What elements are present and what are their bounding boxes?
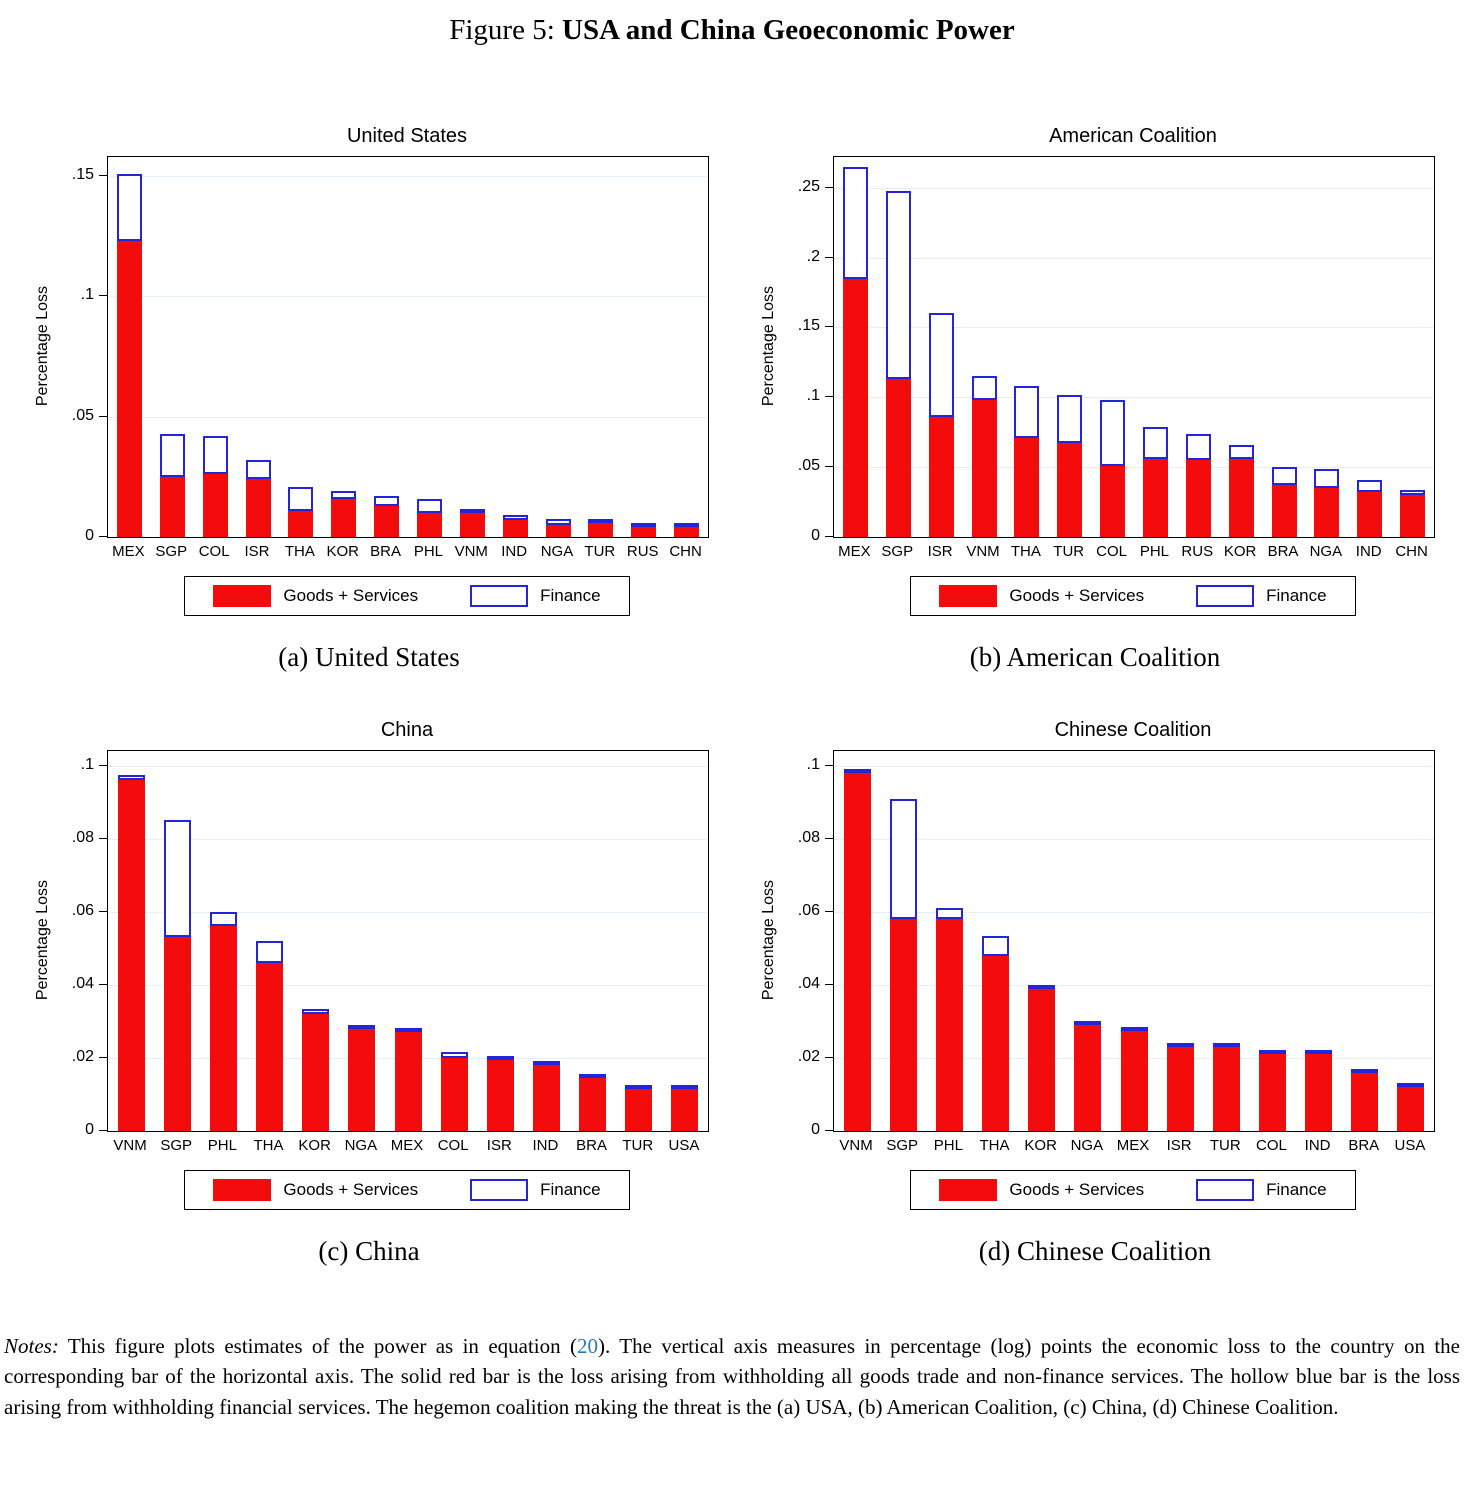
bar-goods-sgp xyxy=(164,937,191,1131)
plot-wrap xyxy=(31,750,709,1158)
x-axis-labels xyxy=(833,1132,1433,1158)
y-tick-label: .25 xyxy=(797,177,820,195)
x-tick-label-isr: ISR xyxy=(1166,1137,1192,1154)
bar-goods-tha xyxy=(288,511,313,537)
bar-finance-nga xyxy=(546,519,571,525)
plot-stack xyxy=(833,156,1435,564)
legend-goods-label: Goods + Services xyxy=(1009,586,1145,605)
x-tick-label-sgp: SGP xyxy=(881,543,914,560)
gridline xyxy=(834,258,1434,259)
x-tick-label-rus: RUS xyxy=(1181,543,1214,560)
x-tick-label-phl: PHL xyxy=(933,1137,963,1154)
x-tick-label-kor: KOR xyxy=(326,543,359,560)
plot-wrap xyxy=(757,156,1435,564)
plot-wrap xyxy=(757,750,1435,1158)
bar-finance-tha xyxy=(982,936,1009,956)
bar-finance-vnm xyxy=(118,775,145,780)
x-tick-label-nga: NGA xyxy=(1070,1137,1104,1154)
y-tick-label: .02 xyxy=(71,1047,94,1065)
bar-finance-tha xyxy=(288,487,313,511)
x-tick-label-usa: USA xyxy=(1394,1137,1426,1154)
bar-goods-col xyxy=(1100,466,1125,537)
y-axis xyxy=(781,750,833,1138)
y-tick xyxy=(825,187,833,188)
bar-goods-phl xyxy=(210,926,237,1131)
legend-finance-swatch xyxy=(1196,585,1254,607)
plot-wrap xyxy=(31,156,709,564)
bar-finance-tur xyxy=(588,519,613,523)
y-tick-label: .04 xyxy=(797,974,820,992)
x-tick-label-phl: PHL xyxy=(207,1137,237,1154)
bar-finance-tha xyxy=(256,941,283,963)
y-axis xyxy=(781,156,833,544)
x-tick-label-col: COL xyxy=(1096,543,1127,560)
bar-finance-tur xyxy=(1213,1043,1240,1047)
x-tick-label-usa: USA xyxy=(668,1137,700,1154)
plot-stack xyxy=(833,750,1435,1158)
bar-goods-kor xyxy=(1229,459,1254,537)
bar-goods-isr xyxy=(1167,1047,1194,1131)
y-tick xyxy=(99,1057,107,1058)
bar-goods-kor xyxy=(302,1014,329,1131)
legend xyxy=(184,1170,629,1210)
bar-finance-rus xyxy=(1186,434,1211,461)
gridline xyxy=(834,985,1434,986)
y-axis-title xyxy=(31,750,55,1130)
y-tick-label: .1 xyxy=(806,387,820,405)
figure-title: USA and China Geoeconomic Power xyxy=(562,14,1015,46)
legend-row xyxy=(757,576,1433,616)
x-tick-label-rus: RUS xyxy=(626,543,659,560)
x-tick-label-tha: THA xyxy=(1010,543,1041,560)
x-tick-label-sgp: SGP xyxy=(160,1137,193,1154)
bar-finance-phl xyxy=(1143,427,1168,459)
panel-united-states xyxy=(31,125,707,673)
y-tick xyxy=(825,911,833,912)
bar-goods-ind xyxy=(1357,492,1382,537)
y-tick xyxy=(825,396,833,397)
legend-finance-label: Finance xyxy=(540,586,601,605)
bar-goods-vnm xyxy=(118,780,145,1131)
x-tick-label-tha: THA xyxy=(284,543,315,560)
x-tick-label-mex: MEX xyxy=(838,543,871,560)
bar-goods-col xyxy=(441,1058,468,1131)
bar-goods-chn xyxy=(674,527,699,537)
y-tick-label: .06 xyxy=(71,901,94,919)
y-tick-label: .08 xyxy=(71,828,94,846)
bar-goods-phl xyxy=(936,919,963,1131)
gridline xyxy=(834,397,1434,398)
bar-goods-vnm xyxy=(972,400,997,537)
bar-finance-col xyxy=(1100,400,1125,466)
x-tick-label-phl: PHL xyxy=(413,543,444,560)
bar-goods-usa xyxy=(1397,1087,1424,1131)
bar-finance-isr xyxy=(487,1056,514,1060)
x-tick-label-nga: NGA xyxy=(540,543,574,560)
legend-goods-swatch xyxy=(939,585,997,607)
bar-goods-isr xyxy=(246,479,271,537)
y-tick-label: .05 xyxy=(797,457,820,475)
y-tick xyxy=(99,838,107,839)
bar-finance-bra xyxy=(374,496,399,506)
gridline xyxy=(108,176,708,177)
y-tick xyxy=(99,416,107,417)
legend xyxy=(910,1170,1355,1210)
y-tick-label: .02 xyxy=(797,1047,820,1065)
bar-goods-vnm xyxy=(844,773,871,1131)
plot-stack xyxy=(107,750,709,1158)
gridline xyxy=(108,985,708,986)
bar-finance-nga xyxy=(348,1025,375,1029)
subcaption-a: (a) United States xyxy=(278,642,460,672)
y-tick-label: 0 xyxy=(811,527,820,544)
x-tick-label-tur: TUR xyxy=(622,1137,654,1154)
bar-goods-kor xyxy=(1028,989,1055,1132)
bar-finance-isr xyxy=(246,460,271,479)
bar-finance-tha xyxy=(1014,386,1039,438)
legend-goods-label: Goods + Services xyxy=(1009,1180,1145,1199)
gridline xyxy=(834,912,1434,913)
y-tick xyxy=(825,838,833,839)
bar-goods-sgp xyxy=(890,919,917,1131)
y-tick-label: 0 xyxy=(811,1121,820,1138)
legend-goods-swatch xyxy=(213,1179,271,1201)
figure-notes xyxy=(0,1331,1464,1422)
plot-area xyxy=(107,750,709,1132)
chart-title: American Coalition xyxy=(1049,125,1217,147)
legend-goods-label: Goods + Services xyxy=(283,1180,419,1199)
y-tick xyxy=(99,175,107,176)
bar-finance-bra xyxy=(579,1074,606,1078)
bar-goods-nga xyxy=(348,1029,375,1131)
x-tick-label-vnm: VNM xyxy=(454,543,488,560)
bar-finance-phl xyxy=(210,912,237,927)
bar-finance-ind xyxy=(503,515,528,520)
legend-finance-swatch xyxy=(1196,1179,1254,1201)
y-axis-title-text: Percentage Loss xyxy=(34,285,51,407)
y-axis-title-text: Percentage Loss xyxy=(760,879,777,1001)
gridline xyxy=(834,327,1434,328)
bar-finance-tur xyxy=(1057,395,1082,444)
y-tick-label: 0 xyxy=(85,1121,94,1138)
y-axis-title xyxy=(757,750,781,1130)
bar-finance-chn xyxy=(1400,490,1425,496)
y-tick xyxy=(825,1057,833,1058)
bar-goods-tha xyxy=(256,963,283,1131)
y-tick xyxy=(99,911,107,912)
bar-goods-col xyxy=(1259,1054,1286,1131)
x-tick-label-ind: IND xyxy=(1355,543,1382,560)
bar-goods-kor xyxy=(331,499,356,537)
x-axis-labels xyxy=(107,538,707,564)
y-tick-label: .04 xyxy=(71,974,94,992)
gridline xyxy=(834,188,1434,189)
panel-american-coalition xyxy=(757,125,1433,673)
y-tick xyxy=(825,1130,833,1131)
notes-text-after-link: ). The vertical axis measures in percentage (log) points the economic loss to the country on the corresponding bar of the horizontal axis. The solid red bar is the loss arising from withholding all goods trade and non-finance services. The hollow blue bar is the loss arising from withholding financial services. The hegemon coalition making the threat is the (a) USA, (b) American Coalition, (c) China, (d) Chinese Coalition. xyxy=(4,1334,1460,1419)
plot-area xyxy=(833,750,1435,1132)
subcaption-c: (c) China xyxy=(318,1236,420,1266)
panel-china xyxy=(31,719,707,1267)
y-tick xyxy=(99,295,107,296)
bar-finance-mex xyxy=(1121,1027,1148,1031)
bar-goods-sgp xyxy=(160,477,185,537)
bar-finance-phl xyxy=(936,908,963,919)
bar-goods-isr xyxy=(929,417,954,537)
x-tick-label-isr: ISR xyxy=(244,543,270,560)
bar-goods-rus xyxy=(631,527,656,537)
bar-goods-bra xyxy=(579,1078,606,1131)
equation-20-link[interactable]: 20 xyxy=(577,1334,599,1358)
bar-goods-bra xyxy=(374,506,399,537)
plot-stack xyxy=(107,156,709,564)
x-tick-label-tha: THA xyxy=(979,1137,1010,1154)
bar-finance-mex xyxy=(117,174,142,241)
y-axis xyxy=(55,750,107,1138)
y-axis xyxy=(55,156,107,544)
y-tick-label: .06 xyxy=(797,901,820,919)
bar-goods-phl xyxy=(1143,459,1168,537)
y-tick-label: .08 xyxy=(797,828,820,846)
bar-finance-isr xyxy=(929,313,954,416)
legend-finance-label: Finance xyxy=(1266,586,1327,605)
x-tick-label-col: COL xyxy=(1256,1137,1287,1154)
x-tick-label-kor: KOR xyxy=(1223,543,1257,560)
x-tick-label-isr: ISR xyxy=(927,543,953,560)
bar-goods-isr xyxy=(487,1060,514,1131)
bar-goods-mex xyxy=(117,241,142,537)
gridline xyxy=(834,839,1434,840)
bar-goods-col xyxy=(203,474,228,537)
x-tick-label-kor: KOR xyxy=(298,1137,331,1154)
bar-goods-rus xyxy=(1186,460,1211,537)
bar-goods-sgp xyxy=(886,379,911,537)
figure-header xyxy=(0,14,1464,47)
x-tick-label-ind: IND xyxy=(1304,1137,1331,1154)
legend-finance-swatch xyxy=(470,585,528,607)
y-tick xyxy=(825,326,833,327)
chart-title: Chinese Coalition xyxy=(1054,719,1212,741)
bar-finance-isr xyxy=(1167,1043,1194,1047)
legend xyxy=(184,576,629,616)
bar-finance-bra xyxy=(1272,467,1297,485)
y-tick xyxy=(825,984,833,985)
x-tick-label-chn: CHN xyxy=(669,543,702,560)
legend-finance-swatch xyxy=(470,1179,528,1201)
bar-finance-nga xyxy=(1314,469,1339,489)
y-tick xyxy=(99,765,107,766)
legend-goods-swatch xyxy=(213,585,271,607)
y-tick-label: .2 xyxy=(806,247,820,265)
bar-finance-kor xyxy=(1229,445,1254,459)
x-tick-label-sgp: SGP xyxy=(155,543,188,560)
bar-goods-chn xyxy=(1400,495,1425,537)
bar-goods-tha xyxy=(982,956,1009,1131)
gridline xyxy=(108,766,708,767)
bar-finance-sgp xyxy=(160,434,185,477)
x-tick-label-vnm: VNM xyxy=(839,1137,873,1154)
x-tick-label-bra: BRA xyxy=(1267,543,1299,560)
chart-title: China xyxy=(380,719,434,741)
notes-text-before-link: This figure plots estimates of the power as in equation ( xyxy=(58,1334,578,1358)
bar-goods-tur xyxy=(625,1089,652,1131)
bar-finance-vnm xyxy=(972,376,997,400)
x-tick-label-tur: TUR xyxy=(1053,543,1085,560)
legend-row xyxy=(31,576,707,616)
bar-goods-ind xyxy=(533,1065,560,1131)
y-tick xyxy=(99,536,107,537)
bar-finance-rus xyxy=(631,523,656,528)
gridline xyxy=(108,296,708,297)
y-tick xyxy=(825,536,833,537)
y-axis-title-text: Percentage Loss xyxy=(760,285,777,407)
bar-finance-sgp xyxy=(886,191,911,380)
notes-label: Notes: xyxy=(4,1334,59,1358)
gridline xyxy=(108,417,708,418)
y-tick xyxy=(825,466,833,467)
bar-goods-tha xyxy=(1014,438,1039,537)
bar-finance-phl xyxy=(417,499,442,513)
x-axis-labels xyxy=(107,1132,707,1158)
bar-goods-mex xyxy=(1121,1031,1148,1131)
bar-goods-ind xyxy=(503,520,528,537)
bar-finance-usa xyxy=(1397,1083,1424,1087)
bar-finance-nga xyxy=(1074,1021,1101,1025)
charts-grid xyxy=(0,125,1464,1267)
bar-finance-vnm xyxy=(844,769,871,773)
y-tick-label: .05 xyxy=(71,406,94,424)
y-axis-title xyxy=(31,156,55,536)
bar-finance-bra xyxy=(1351,1069,1378,1073)
y-tick-label: .1 xyxy=(80,755,94,773)
y-tick-label: .1 xyxy=(806,755,820,773)
y-tick-label: .1 xyxy=(80,286,94,304)
bar-finance-mex xyxy=(395,1028,422,1032)
y-axis-title-text: Percentage Loss xyxy=(34,879,51,1001)
x-tick-label-phl: PHL xyxy=(1139,543,1170,560)
bar-goods-tur xyxy=(1057,443,1082,537)
x-tick-label-bra: BRA xyxy=(1348,1137,1380,1154)
bar-finance-kor xyxy=(331,491,356,498)
y-tick-label: 0 xyxy=(85,527,94,544)
x-tick-label-tur: TUR xyxy=(1209,1137,1241,1154)
bar-finance-col xyxy=(1259,1050,1286,1054)
x-tick-label-chn: CHN xyxy=(1395,543,1428,560)
gridline xyxy=(108,839,708,840)
y-tick xyxy=(99,1130,107,1131)
bar-finance-ind xyxy=(533,1061,560,1065)
bar-goods-nga xyxy=(1074,1025,1101,1131)
bar-finance-ind xyxy=(1357,480,1382,493)
y-axis-title xyxy=(757,156,781,536)
y-tick xyxy=(825,257,833,258)
bar-finance-kor xyxy=(1028,985,1055,989)
panel-chinese-coalition xyxy=(757,719,1433,1267)
y-tick-label: .15 xyxy=(71,166,94,184)
bar-finance-col xyxy=(441,1052,468,1057)
x-tick-label-vnm: VNM xyxy=(966,543,1000,560)
bar-goods-tur xyxy=(588,523,613,537)
gridline xyxy=(834,766,1434,767)
bar-finance-mex xyxy=(843,167,868,279)
y-tick xyxy=(99,984,107,985)
gridline xyxy=(834,467,1434,468)
bar-goods-nga xyxy=(1314,488,1339,537)
y-tick xyxy=(825,765,833,766)
legend-finance-label: Finance xyxy=(1266,1180,1327,1199)
x-tick-label-tur: TUR xyxy=(584,543,616,560)
bar-goods-usa xyxy=(671,1089,698,1131)
bar-goods-mex xyxy=(395,1032,422,1131)
bar-finance-vnm xyxy=(460,509,485,513)
bar-goods-phl xyxy=(417,513,442,537)
x-tick-label-col: COL xyxy=(198,543,230,560)
x-tick-label-nga: NGA xyxy=(1309,543,1343,560)
legend-row xyxy=(757,1170,1433,1210)
x-tick-label-ind: IND xyxy=(532,1137,559,1154)
x-tick-label-bra: BRA xyxy=(370,543,401,560)
x-tick-label-bra: BRA xyxy=(576,1137,608,1154)
x-tick-label-mex: MEX xyxy=(1116,1137,1150,1154)
x-axis-labels xyxy=(833,538,1433,564)
x-tick-label-nga: NGA xyxy=(344,1137,378,1154)
bar-finance-tur xyxy=(625,1085,652,1089)
bar-finance-ind xyxy=(1305,1050,1332,1054)
bar-goods-ind xyxy=(1305,1054,1332,1131)
bar-goods-bra xyxy=(1272,485,1297,537)
chart-title: United States xyxy=(346,125,468,147)
gridline xyxy=(108,912,708,913)
legend-row xyxy=(31,1170,707,1210)
subcaption-d: (d) Chinese Coalition xyxy=(978,1236,1212,1266)
bar-finance-kor xyxy=(302,1009,329,1014)
bar-finance-col xyxy=(203,436,228,474)
bar-finance-sgp xyxy=(164,820,191,937)
plot-area xyxy=(833,156,1435,538)
bar-goods-vnm xyxy=(460,513,485,537)
bar-goods-nga xyxy=(546,525,571,537)
x-tick-label-tha: THA xyxy=(253,1137,284,1154)
bar-goods-tur xyxy=(1213,1047,1240,1131)
x-tick-label-mex: MEX xyxy=(112,543,145,560)
x-tick-label-kor: KOR xyxy=(1024,1137,1057,1154)
x-tick-label-vnm: VNM xyxy=(113,1137,147,1154)
bar-goods-mex xyxy=(843,279,868,537)
bar-finance-sgp xyxy=(890,799,917,920)
legend-goods-swatch xyxy=(939,1179,997,1201)
legend-goods-label: Goods + Services xyxy=(283,586,419,605)
x-tick-label-col: COL xyxy=(437,1137,469,1154)
plot-area xyxy=(107,156,709,538)
bar-finance-chn xyxy=(674,523,699,527)
x-tick-label-sgp: SGP xyxy=(886,1137,919,1154)
y-tick-label: .15 xyxy=(797,317,820,335)
figure-number: Figure 5: xyxy=(449,14,555,46)
x-tick-label-mex: MEX xyxy=(390,1137,424,1154)
legend-finance-label: Finance xyxy=(540,1180,601,1199)
bar-goods-bra xyxy=(1351,1073,1378,1131)
subcaption-b: (b) American Coalition xyxy=(969,642,1221,672)
x-tick-label-ind: IND xyxy=(501,543,528,560)
legend xyxy=(910,576,1355,616)
x-tick-label-isr: ISR xyxy=(486,1137,512,1154)
bar-finance-usa xyxy=(671,1085,698,1089)
